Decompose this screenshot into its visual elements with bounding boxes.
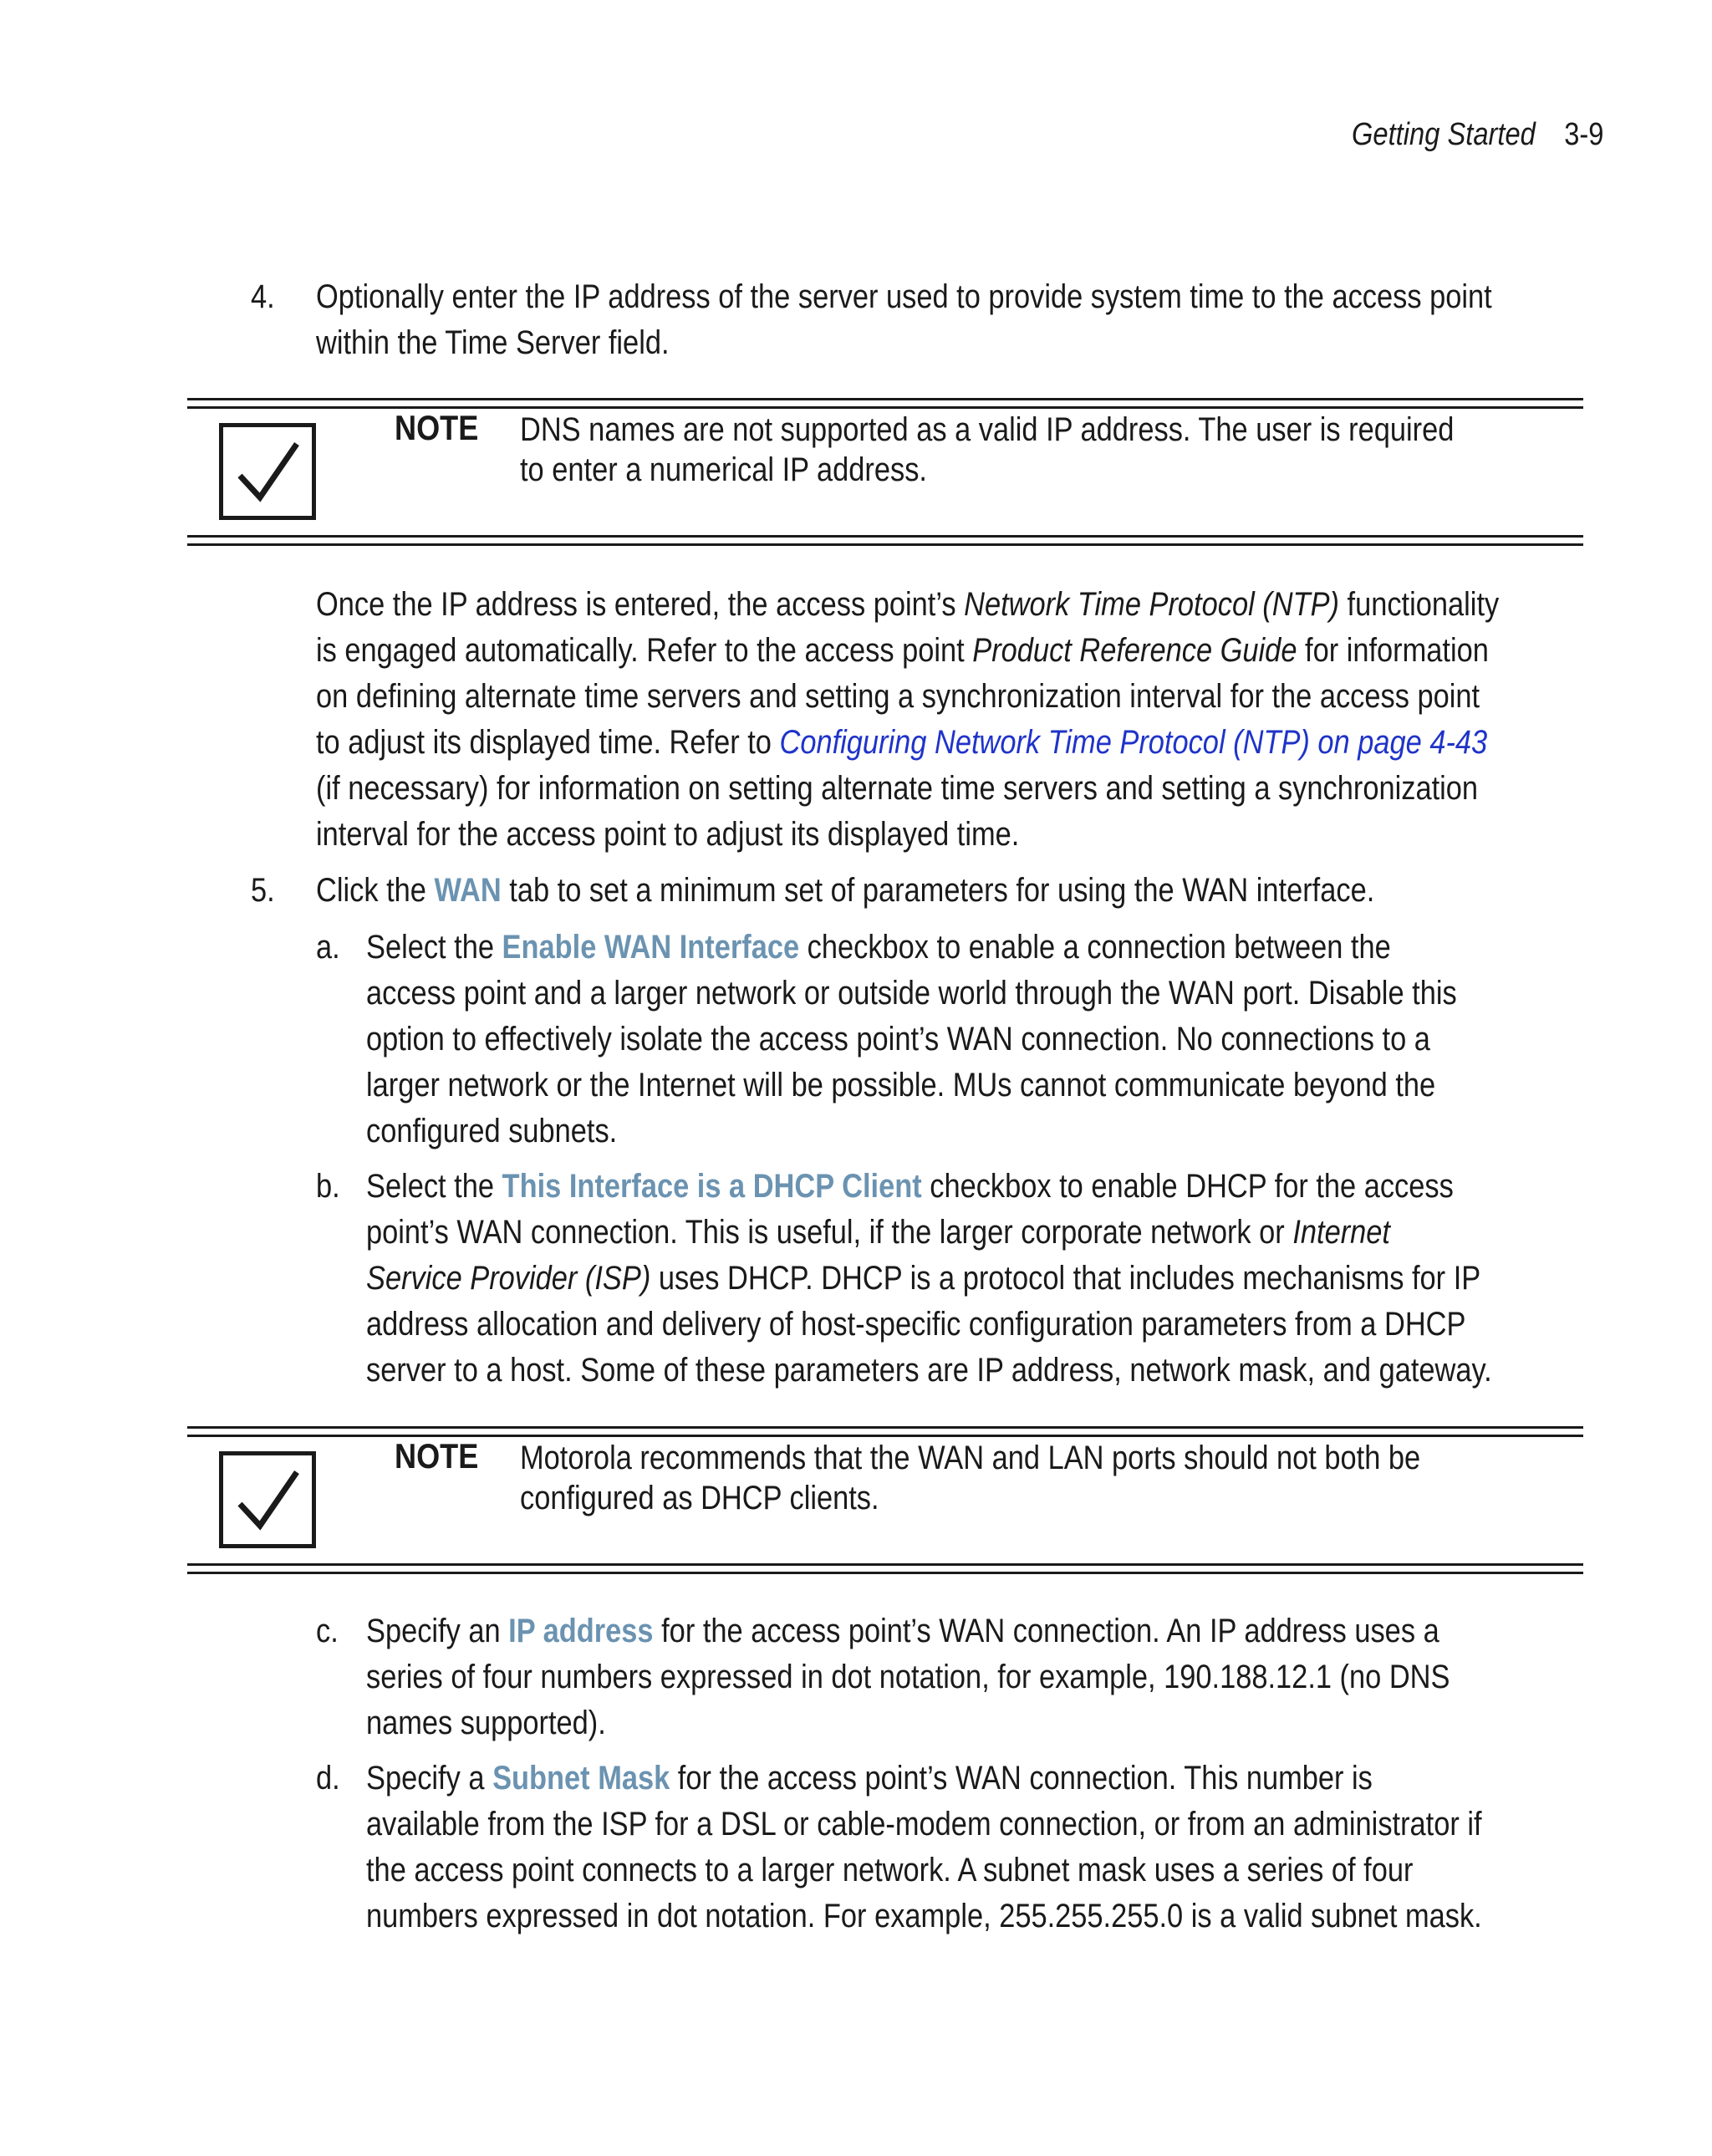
step-5d-line-2: available from the ISP for a DSL or cable-modem connection, or from an administrator if	[366, 1806, 1482, 1843]
isp-term: Service Provider (ISP)	[366, 1260, 651, 1297]
step-5b-line-5: server to a host. Some of these parameters are IP address, network mask, and gateway.	[366, 1352, 1492, 1389]
step-5a-line-2: access point and a larger network or outside world through the WAN port. Disable this	[366, 975, 1457, 1012]
step-5b-line-2	[366, 1210, 1492, 1256]
step-5b-line-4: address allocation and delivery of host-specific configuration parameters from a DHCP	[366, 1306, 1466, 1343]
step-5b	[316, 1164, 1675, 1394]
dhcp-client-keyword: This Interface is a DHCP Client	[502, 1168, 922, 1205]
checkmark-icon	[219, 423, 316, 520]
checkmark-icon	[219, 1451, 316, 1548]
text: Once the IP address is entered, the access point’s	[316, 586, 965, 623]
ntp-line-2	[316, 628, 1499, 674]
step-5-line	[316, 868, 1374, 914]
text: Specify an	[366, 1613, 509, 1649]
text: tab to set a minimum set of parameters for using the WAN interface.	[501, 872, 1375, 909]
step-5b-line-3	[366, 1256, 1492, 1302]
text: for information	[1297, 632, 1489, 669]
ntp-term: Network Time Protocol (NTP)	[964, 586, 1339, 623]
step-4-line-2: within the Time Server field.	[316, 324, 670, 361]
substep-letter: a.	[316, 929, 340, 966]
note-text-line-2: configured as DHCP clients.	[520, 1480, 879, 1516]
note-text-line-2: to enter a numerical IP address.	[520, 451, 927, 488]
text: point’s WAN connection. This is useful, if the larger corporate network or	[366, 1214, 1293, 1251]
note-label: NOTE	[395, 1436, 479, 1476]
text: for the access point’s WAN connection. An IP address uses a	[653, 1613, 1439, 1649]
ip-address-keyword: IP address	[508, 1613, 654, 1649]
note-rule-bottom	[187, 1563, 1583, 1566]
note-box-1	[187, 398, 1583, 548]
subnet-mask-keyword: Subnet Mask	[492, 1760, 670, 1797]
wan-tab-keyword: WAN	[434, 872, 502, 909]
note-rule-top	[187, 398, 1583, 400]
step-4-line-1: Optionally enter the IP address of the server used to provide system time to the access point	[316, 278, 1492, 315]
step-5d-line-4: numbers expressed in dot notation. For example, 255.255.255.0 is a valid subnet mask.	[366, 1898, 1482, 1934]
step-4	[251, 274, 1684, 366]
step-5a-line-1	[366, 925, 1457, 971]
step-5a-line-3: option to effectively isolate the access point’s WAN connection. No connections to a	[366, 1021, 1430, 1058]
note-rule-bottom-2	[187, 1572, 1583, 1574]
running-header	[1352, 117, 1603, 153]
note-text-line-1: DNS names are not supported as a valid IP address. The user is required	[520, 411, 1455, 448]
note-rule-top	[187, 1426, 1583, 1429]
ntp-cross-reference-link[interactable]: Configuring Network Time Protocol (NTP) on page 4-43	[779, 724, 1488, 761]
note-text-line-1: Motorola recommends that the WAN and LAN ports should not both be	[520, 1440, 1421, 1476]
text: checkbox to enable DHCP for the access	[921, 1168, 1454, 1205]
guide-title: Product Reference Guide	[972, 632, 1297, 669]
ntp-line-4	[316, 720, 1499, 766]
ntp-line-3: on defining alternate time servers and setting a synchronization interval for the access point	[316, 678, 1480, 715]
step-5a-line-5: configured subnets.	[366, 1113, 618, 1149]
step-5c-line-1	[366, 1608, 1450, 1654]
step-5a-line-4: larger network or the Internet will be possible. MUs cannot communicate beyond the	[366, 1067, 1436, 1103]
isp-term: Internet	[1292, 1214, 1390, 1251]
step-5c	[316, 1608, 1627, 1746]
step-5c-line-3: names supported).	[366, 1705, 606, 1741]
note-label: NOTE	[395, 408, 479, 447]
header-section-title: Getting Started	[1352, 117, 1536, 152]
step-number: 4.	[251, 278, 275, 315]
text: functionality	[1338, 586, 1500, 623]
step-5d-line-3: the access point connects to a larger network. A subnet mask uses a series of four	[366, 1852, 1414, 1888]
step-5c-line-2: series of four numbers expressed in dot notation, for example, 190.188.12.1 (no DNS	[366, 1659, 1450, 1695]
note-box-2	[187, 1426, 1583, 1577]
substep-letter: c.	[316, 1613, 339, 1649]
ntp-line-5: (if necessary) for information on setting alternate time servers and setting a synchronization	[316, 770, 1479, 807]
text: Select the	[366, 1168, 502, 1205]
ntp-line-1	[316, 582, 1499, 628]
text: checkbox to enable a connection between the	[799, 929, 1391, 966]
step-5	[251, 868, 1546, 914]
text: to adjust its displayed time. Refer to	[316, 724, 780, 761]
note-rule-bottom	[187, 535, 1583, 538]
note-rule-bottom-2	[187, 543, 1583, 546]
step-5a	[316, 925, 1634, 1154]
text: Specify a	[366, 1760, 493, 1797]
ntp-paragraph	[316, 582, 1692, 858]
text: Select the	[366, 929, 502, 966]
text: is engaged automatically. Refer to the access point	[316, 632, 973, 669]
enable-wan-interface-keyword: Enable WAN Interface	[502, 929, 800, 966]
ntp-line-6: interval for the access point to adjust its displayed time.	[316, 816, 1020, 853]
text: uses DHCP. DHCP is a protocol that includes mechanisms for IP	[650, 1260, 1481, 1297]
header-page-number: 3-9	[1564, 117, 1604, 152]
step-5d	[316, 1756, 1664, 1939]
step-5b-line-1	[366, 1164, 1492, 1210]
text: Click the	[316, 872, 435, 909]
substep-letter: b.	[316, 1168, 340, 1205]
step-5d-line-1	[366, 1756, 1482, 1802]
substep-letter: d.	[316, 1760, 340, 1797]
step-number: 5.	[251, 872, 275, 909]
text: for the access point’s WAN connection. This number is	[670, 1760, 1373, 1797]
